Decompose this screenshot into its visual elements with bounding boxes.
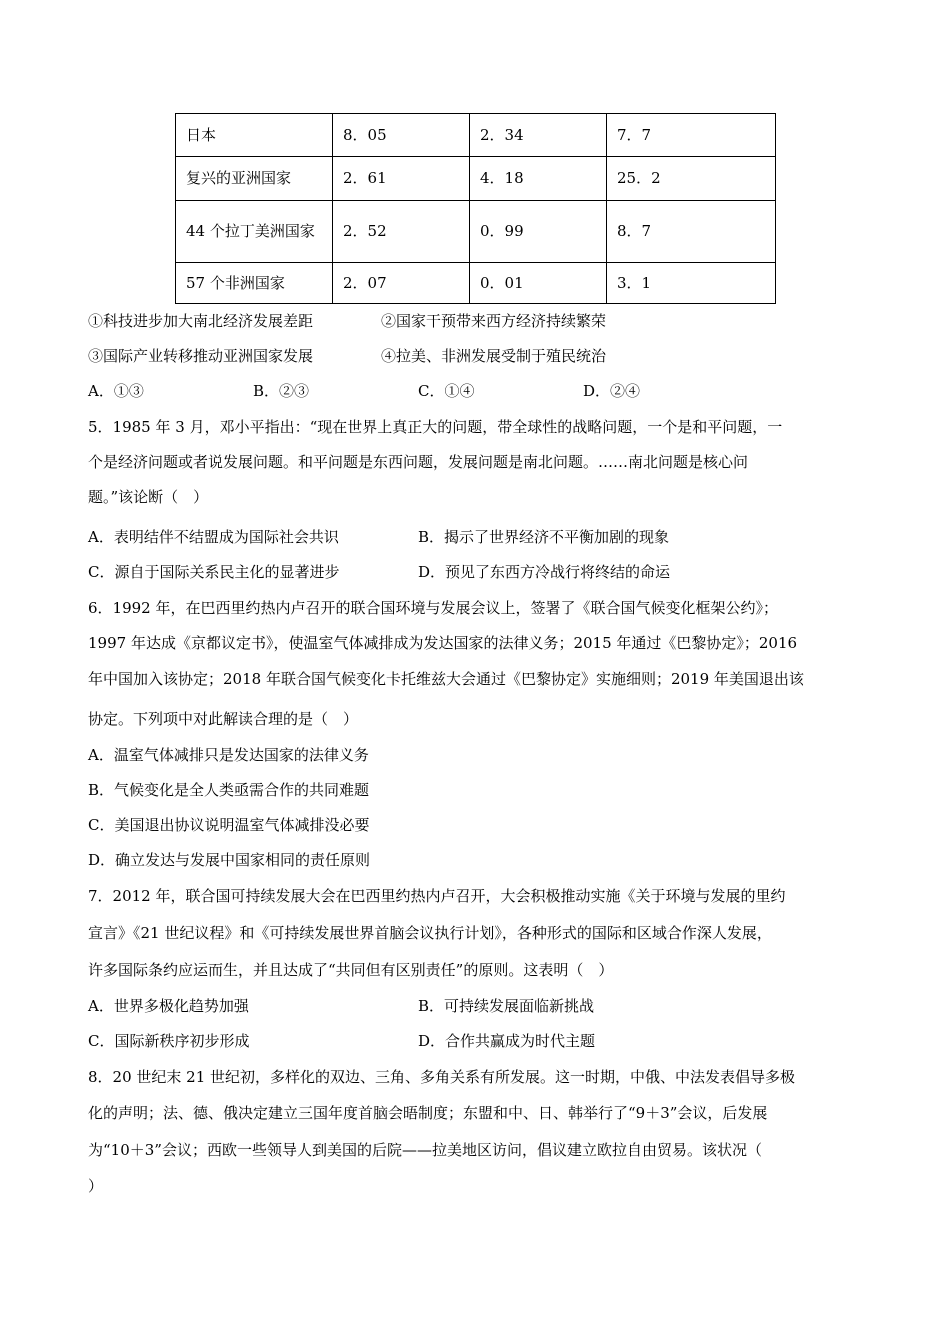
q4-option-c[interactable]: C．①④ xyxy=(418,382,475,400)
q6-option-d[interactable]: D．确立发达与发展中国家相同的责任原则 xyxy=(88,851,371,869)
q5-option-a[interactable]: A．表明结伴不结盟成为国际社会共识 xyxy=(88,528,339,546)
q5-option-b[interactable]: B．揭示了世界经济不平衡加剧的现象 xyxy=(418,528,670,546)
table-cell: 57 个非洲国家 xyxy=(176,263,333,304)
table-cell: 2．52 xyxy=(333,201,470,263)
table-cell: 0．01 xyxy=(470,263,607,304)
table-cell: 2．61 xyxy=(333,157,470,201)
q5-stem-line-2: 个是经济问题或者说发展问题。和平问题是东西问题，发展问题是南北问题。……南北问题是核心问 xyxy=(88,453,749,471)
q6-option-c[interactable]: C．美国退出协议说明温室气体减排没必要 xyxy=(88,816,370,834)
q6-stem-line-1: 6．1992 年，在巴西里约热内卢召开的联合国环境与发展会议上，签署了《联合国气候变化框架公约》； xyxy=(88,599,778,617)
q6-option-a[interactable]: A．温室气体减排只是发达国家的法律义务 xyxy=(88,746,369,764)
q8-stem-line-2: 化的声明；法、德、俄决定建立三国年度首脑会晤制度；东盟和中、日、韩举行了“9＋3”会议，后发展 xyxy=(88,1104,768,1122)
table-cell: 8．7 xyxy=(607,201,776,263)
table-cell: 8．05 xyxy=(333,114,470,157)
q5-stem-line-1: 5．1985 年 3 月，邓小平指出：“现在世界上真正大的问题，带全球性的战略问题，一个是和平问题，一 xyxy=(88,418,783,436)
table-cell: 44 个拉丁美洲国家 xyxy=(176,201,333,263)
q6-option-b[interactable]: B．气候变化是全人类亟需合作的共同难题 xyxy=(88,781,370,799)
q7-stem-line-2: 宣言》《21 世纪议程》和《可持续发展世界首脑会议执行计划》，各种形式的国际和区域合作深人发展， xyxy=(88,924,772,942)
q4-option-d[interactable]: D．②④ xyxy=(583,382,641,400)
table-cell: 25．2 xyxy=(607,157,776,201)
q5-stem-line-3: 题。”该论断（ ） xyxy=(88,488,209,506)
q7-option-b[interactable]: B．可持续发展面临新挑战 xyxy=(418,997,595,1015)
q7-option-c[interactable]: C．国际新秩序初步形成 xyxy=(88,1032,250,1050)
table-cell: 复兴的亚洲国家 xyxy=(176,157,333,201)
table-cell: 日本 xyxy=(176,114,333,157)
q8-stem-line-1: 8．20 世纪末 21 世纪初，多样化的双边、三角、多角关系有所发展。这一时期，中俄、中法发表倡导多极 xyxy=(88,1068,796,1086)
data-table xyxy=(175,113,776,304)
q7-option-a[interactable]: A．世界多极化趋势加强 xyxy=(88,997,249,1015)
q4-statement-3: ③国际产业转移推动亚洲国家发展 xyxy=(88,347,314,365)
table-cell: 2．07 xyxy=(333,263,470,304)
q4-statement-1: ①科技进步加大南北经济发展差距 xyxy=(88,312,314,330)
q6-stem-line-4: 协定。下列项中对此解读合理的是（ ） xyxy=(88,710,359,728)
table-row xyxy=(176,201,776,263)
q8-stem-line-4: ） xyxy=(88,1177,104,1195)
table-row xyxy=(176,114,776,157)
table-row xyxy=(176,157,776,201)
table-cell: 3．1 xyxy=(607,263,776,304)
q4-statement-2: ②国家干预带来西方经济持续繁荣 xyxy=(381,312,607,330)
q7-option-d[interactable]: D．合作共赢成为时代主题 xyxy=(418,1032,596,1050)
q8-stem-line-3: 为“10＋3”会议；西欧一些领导人到美国的后院——拉美地区访问，倡议建立欧拉自由贸易。该状况（ xyxy=(88,1141,762,1159)
q6-stem-line-2: 1997 年达成《京都议定书》，使温室气体减排成为发达国家的法律义务；2015 年通过《巴黎协定》；2016 xyxy=(88,634,798,652)
table-cell: 0．99 xyxy=(470,201,607,263)
table-cell: 4．18 xyxy=(470,157,607,201)
q7-stem-line-1: 7．2012 年，联合国可持续发展大会在巴西里约热内卢召开，大会积极推动实施《关于环境与发展的里约 xyxy=(88,887,786,905)
table-cell: 7．7 xyxy=(607,114,776,157)
q7-stem-line-3: 许多国际条约应运而生，并且达成了“共同但有区别责任”的原则。这表明（ ） xyxy=(88,961,614,979)
q5-option-c[interactable]: C．源自于国际关系民主化的显著进步 xyxy=(88,563,340,581)
table-row xyxy=(176,263,776,304)
q4-statement-4: ④拉美、非洲发展受制于殖民统治 xyxy=(381,347,607,365)
table-cell: 2．34 xyxy=(470,114,607,157)
q4-option-a[interactable]: A．①③ xyxy=(88,382,144,400)
q6-stem-line-3: 年中国加入该协定；2018 年联合国气候变化卡托维兹大会通过《巴黎协定》实施细则；2019 年美国退出该 xyxy=(88,670,804,688)
q5-option-d[interactable]: D．预见了东西方冷战行将终结的命运 xyxy=(418,563,671,581)
q4-option-b[interactable]: B．②③ xyxy=(253,382,310,400)
